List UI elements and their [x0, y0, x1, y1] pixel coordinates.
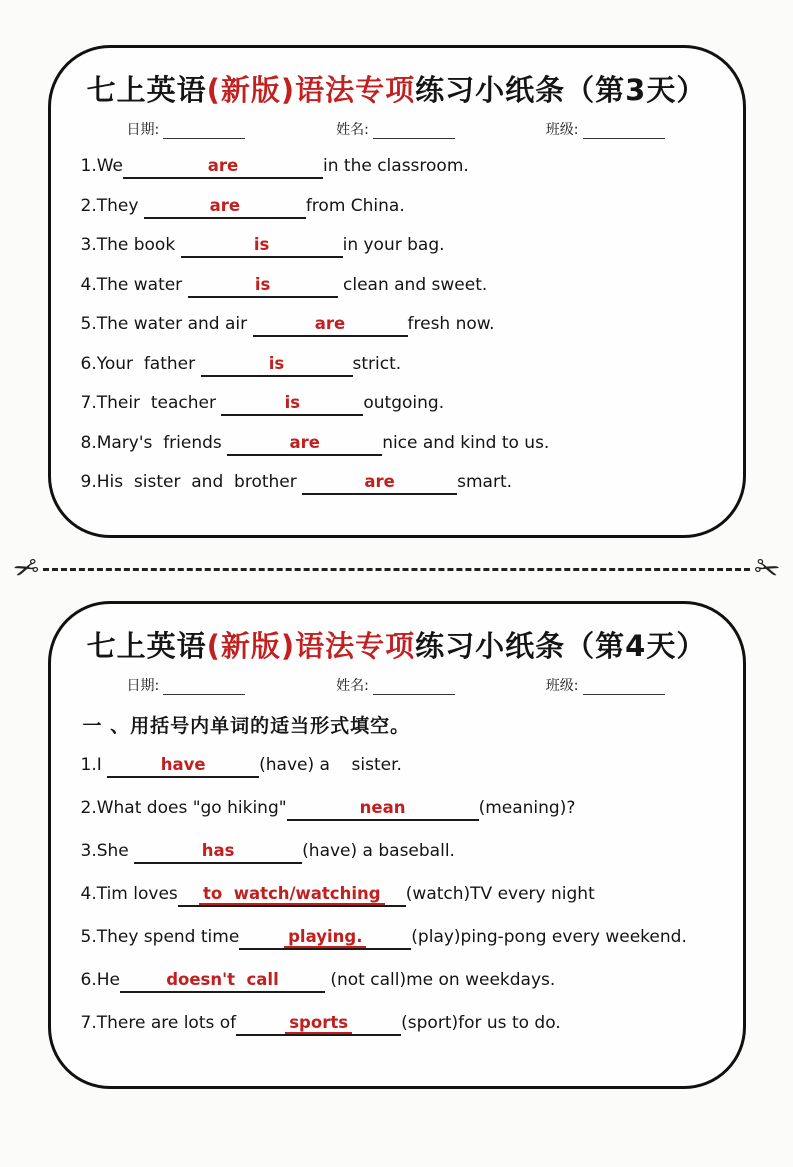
answer-blank	[236, 1012, 401, 1036]
sentence-row	[81, 353, 713, 377]
answer-blank	[178, 883, 406, 907]
header-fields-day4	[81, 675, 713, 695]
answer-text: are	[209, 195, 241, 215]
answer-blank	[287, 797, 479, 821]
answer-text: is	[254, 274, 271, 294]
sentence-row	[81, 471, 713, 495]
sentence-row	[81, 274, 713, 298]
answer-blank	[201, 353, 353, 377]
sentence-text-pre: 6.He	[80, 969, 120, 990]
answer-blank	[144, 195, 306, 219]
date-field	[127, 119, 246, 139]
sentence-row	[81, 797, 713, 821]
date-blank-line	[163, 680, 245, 695]
answer-blank	[123, 155, 323, 179]
sentence-row	[81, 155, 713, 179]
sentence-text-post: (not call)me on weekdays.	[324, 969, 556, 990]
worksheet-card-day3	[48, 45, 746, 538]
sentence-text-pre: 8.Mary's friends	[80, 432, 228, 453]
sentence-row	[81, 313, 713, 337]
sentence-text-post: from China.	[305, 195, 405, 216]
answer-text: playing.	[284, 927, 366, 948]
sentence-text-pre: 2.They	[80, 195, 144, 216]
name-blank-line	[373, 680, 455, 695]
answer-text: are	[207, 156, 239, 175]
name-field	[336, 675, 455, 695]
sentence-text-pre: 6.Your father	[80, 353, 201, 374]
sentence-text-pre: 7.Their teacher	[80, 393, 222, 413]
sentence-text-post: strict.	[352, 353, 402, 374]
sentence-text-pre: 4.The water	[80, 274, 188, 295]
sentence-text-pre: 3.The book	[80, 235, 181, 255]
sentence-row	[81, 883, 713, 907]
date-label: 日期:	[126, 122, 160, 138]
answer-blank	[227, 432, 382, 456]
sentence-text-pre: 5.The water and air	[80, 314, 253, 334]
answer-text: to watch/watching	[199, 884, 385, 905]
cut-line	[8, 548, 785, 591]
sentence-text-post: (watch)TV every night	[405, 883, 595, 904]
title-part-black2: 练习小纸条（第4天）	[415, 628, 707, 663]
sentence-row	[81, 926, 713, 950]
sentence-text-post: (play)ping-pong every weekend.	[411, 926, 687, 947]
sentence-text-post: clean and sweet.	[337, 274, 488, 295]
sentence-row	[81, 840, 713, 864]
answer-text: are	[364, 472, 395, 491]
class-blank-line	[583, 124, 665, 139]
sentence-text-post: (sport)for us to do.	[401, 1012, 561, 1033]
sentence-text-post: nice and kind to us.	[382, 432, 550, 453]
header-fields-day3	[81, 119, 713, 139]
sentence-text-pre: 9.His sister and brother	[80, 472, 303, 492]
sentence-text-post: (have) a baseball.	[302, 840, 455, 861]
title-part-black1: 七上英语	[86, 73, 207, 107]
class-label: 班级:	[545, 677, 579, 694]
sentence-list-day3	[81, 155, 713, 495]
sentence-row	[81, 432, 713, 456]
sentence-list-day4	[81, 754, 713, 1036]
sentence-row	[81, 1012, 713, 1036]
sentence-row	[81, 969, 713, 993]
sentence-text-pre: 3.She	[80, 840, 135, 861]
sentence-text-pre: 1.We	[80, 156, 123, 176]
class-blank-line	[583, 680, 665, 695]
sentence-row	[81, 195, 713, 219]
sentence-text-pre: 5.They spend time	[80, 926, 240, 947]
title-part-black1: 七上英语	[86, 628, 207, 663]
answer-text: is	[268, 353, 285, 373]
answer-blank	[107, 754, 259, 778]
worksheet-title-day4	[81, 624, 713, 665]
answer-blank	[239, 926, 411, 950]
title-part-red: (新版)语法专项	[206, 73, 416, 107]
answer-text: have	[160, 754, 206, 774]
sentence-row	[81, 754, 713, 778]
answer-text: is	[284, 393, 301, 412]
answer-blank	[120, 969, 325, 993]
class-field	[546, 675, 665, 695]
sentence-text-post: smart.	[457, 472, 513, 492]
answer-text: nean	[359, 797, 406, 817]
date-blank-line	[163, 124, 245, 139]
sentence-row	[81, 234, 713, 258]
name-label: 姓名:	[336, 122, 369, 138]
answer-blank	[134, 840, 302, 864]
answer-text: are	[314, 314, 346, 333]
answer-blank	[302, 471, 457, 495]
answer-text: are	[289, 432, 320, 452]
dashed-cut-line	[43, 568, 751, 571]
sentence-row	[81, 392, 713, 416]
answer-blank	[188, 274, 338, 298]
worksheet-title-day3	[81, 68, 713, 109]
date-field	[127, 675, 246, 695]
sentence-text-post: in the classroom.	[323, 156, 469, 176]
answer-text: is	[253, 235, 270, 254]
name-label: 姓名:	[336, 677, 369, 694]
sentence-text-pre: 2.What does "go hiking"	[80, 797, 287, 818]
answer-blank	[221, 392, 363, 416]
answer-text: doesn't call	[166, 969, 279, 989]
sentence-text-post: (meaning)?	[478, 797, 576, 818]
scissors-icon: ✂	[749, 548, 785, 590]
section-heading: 一 、用括号内单词的适当形式填空。	[82, 714, 411, 737]
sentence-text-pre: 7.There are lots of	[80, 1012, 237, 1033]
sentence-text-post: outgoing.	[363, 393, 445, 413]
answer-text: has	[201, 840, 235, 860]
worksheet-page	[0, 45, 793, 1167]
class-field	[546, 119, 665, 139]
answer-blank	[181, 234, 343, 258]
title-part-red: (新版)语法专项	[206, 628, 416, 663]
sentence-text-post: fresh now.	[407, 314, 495, 334]
class-label: 班级:	[545, 122, 579, 138]
title-part-black2: 练习小纸条（第3天）	[415, 73, 707, 107]
worksheet-card-day4	[48, 601, 746, 1089]
sentence-text-pre: 1.I	[80, 754, 108, 775]
sentence-text-post: (have) a sister.	[259, 754, 402, 775]
answer-text: sports	[285, 1013, 352, 1034]
sentence-text-post: in your bag.	[342, 235, 445, 255]
date-label: 日期:	[126, 677, 160, 694]
sentence-text-pre: 4.Tim loves	[80, 883, 178, 904]
name-field	[336, 119, 455, 139]
answer-blank	[253, 313, 408, 337]
scissors-icon: ✂	[8, 548, 44, 590]
name-blank-line	[373, 124, 455, 139]
